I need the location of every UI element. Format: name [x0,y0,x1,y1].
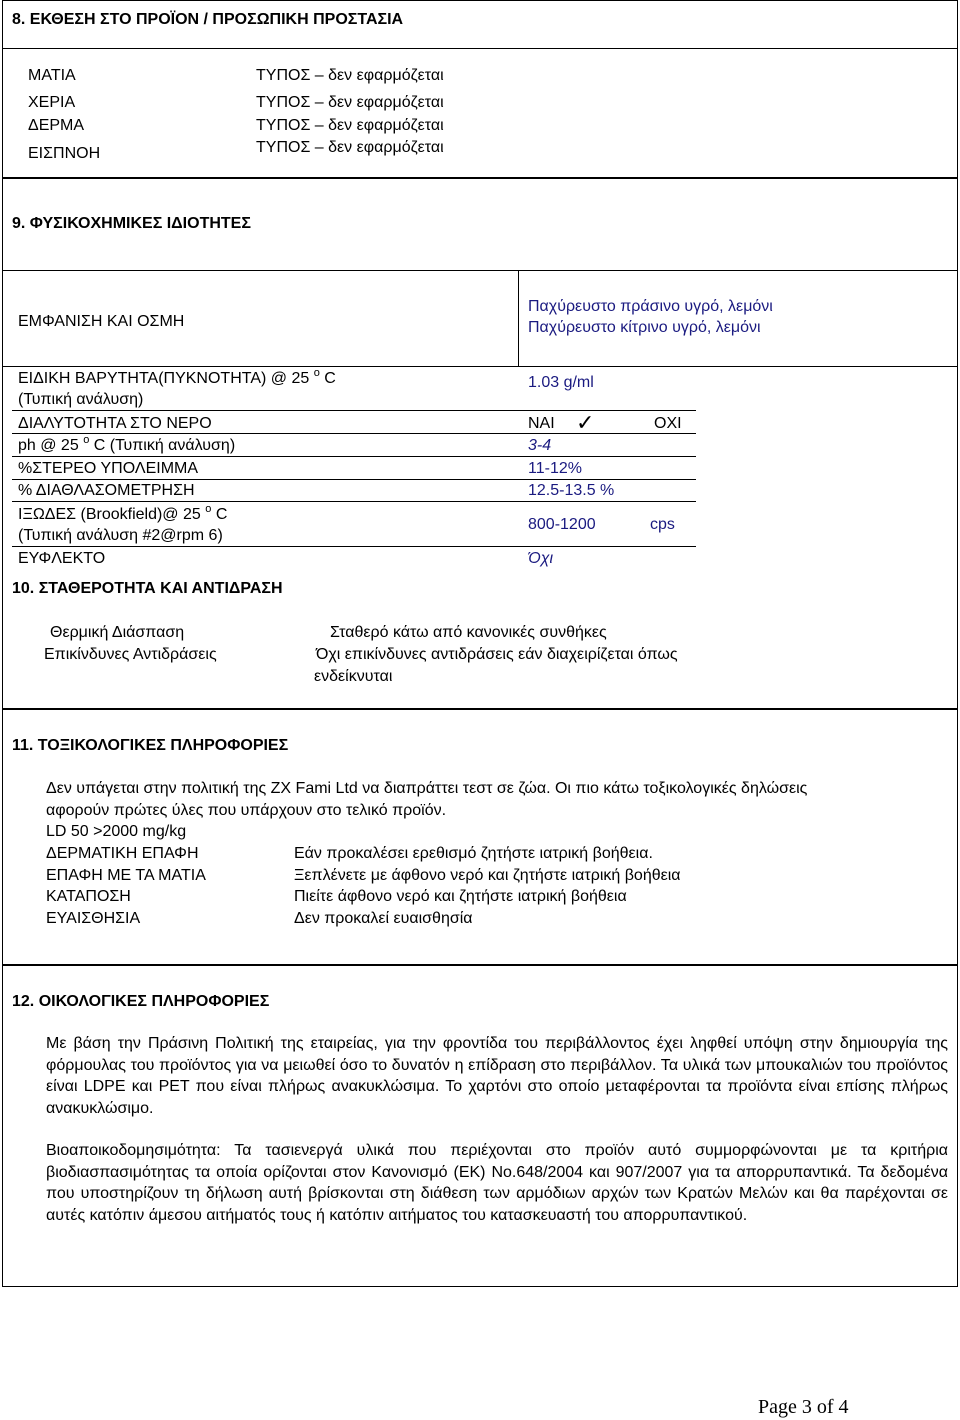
section9-top-divider [2,270,958,271]
viscosity-unit: cps [650,516,675,533]
hazard-value-line2: ενδείκνυται [314,668,393,685]
ph-divider [12,456,696,457]
viscosity-divider [12,546,696,547]
solid-value: 11-12% [528,460,582,477]
section8-label-inhalation: ΕΙΣΠΝΟΗ [28,145,101,162]
page-number: Page 3 of 4 [758,1396,849,1418]
solubility-label: ΔΙΑΛΥΤΟΤΗΤΑ ΣΤΟ ΝΕΡΟ [18,415,212,432]
hazard-label: Επικίνδυνες Αντιδράσεις [44,646,217,663]
flammable-label: ΕΥΦΛΕΚΤΟ [18,550,106,567]
thermal-value: Σταθερό κάτω από κανονικές συνθήκες [330,624,607,641]
section10-title: 10. ΣΤΑΘΕΡΟΤΗΤΑ ΚΑΙ ΑΝΤΙΔΡΑΣΗ [12,580,283,597]
tox-value-ingestion: Πιείτε άφθονο νερό και ζητήστε ιατρική βοήθεια [294,888,627,905]
solid-divider [12,479,696,480]
section8-divider [2,48,958,49]
appearance-value-green: Παχύρευστο πράσινο υγρό, λεμόνι [528,298,773,315]
appearance-label: ΕΜΦΑΝΙΣΗ ΚΑΙ ΟΣΜΗ [18,313,185,330]
refract-label: % ΔΙΑΘΛΑΣΟΜΕΤΡΗΣΗ [18,482,195,499]
solubility-check-icon: ✓ [576,410,595,435]
solubility-yes: ΝΑΙ [528,415,555,432]
ph-value: 3-4 [528,437,552,454]
ph-label: ph @ 25 $^o$ C (Τυπική ανάλυση) [18,434,236,454]
section8-label-eyes: ΜΑΤΙΑ [28,67,76,84]
tox-label-skin: ΔΕΡΜΑΤΙΚΗ ΕΠΑΦΗ [46,845,199,862]
flammable-value: Όχι [528,550,553,567]
section11-title: 11. ΤΟΞΙΚΟΛΟΓΙΚΕΣ ΠΛΗΡΟΦΟΡΙΕΣ [12,737,289,754]
section8-label-hands: ΧΕΡΙΑ [28,94,76,111]
density-value: 1.03 g/ml [528,374,594,391]
solid-label: %ΣΤΕΡΕΟ ΥΠΟΛΕΙΜΜΑ [18,460,199,477]
viscosity-label-analysis: (Τυπική ανάλυση #2@rpm 6) [18,527,223,544]
section12-title: 12. ΟΙΚΟΛΟΓΙΚΕΣ ΠΛΗΡΟΦΟΡΙΕΣ [12,993,270,1010]
tox-intro-line1: Δεν υπάγεται στην πολιτική της ZX Fami Ltd να διαπράττει τεστ σε ζώα. Οι πιο κάτω τοξικολογικές δηλώσεις [46,780,808,797]
section8-value-eyes: ΤΥΠΟΣ – δεν εφαρμόζεται [256,67,444,84]
tox-label-eyes: ΕΠΑΦΗ ΜΕ ΤΑ ΜΑΤΙΑ [46,867,206,884]
section8-label-skin: ΔΕΡΜΑ [28,117,85,134]
tox-label-sensitivity: ΕΥΑΙΣΘΗΣΙΑ [46,910,141,927]
viscosity-label: ΙΞΩΔΕΣ (Brookfield)@ 25 $^o$ C [18,503,228,523]
section9-appearance-divider [2,366,958,367]
density-label: ΕΙΔΙΚΗ ΒΑΡΥΤΗΤΑ(ΠΥΚΝΟΤΗΤΑ) @ 25 $^o$ C [18,367,336,387]
refract-value: 12.5-13.5 % [528,482,615,499]
solubility-divider [12,433,696,434]
section9-title: 9. ΦΥΣΙΚΟΧΗΜΙΚΕΣ ΙΔΙΟΤΗΤΕΣ [12,215,251,232]
density-label-analysis: (Τυπική ανάλυση) [18,391,144,408]
section12-box [2,965,958,1287]
tox-intro-line2: αφορούν πρώτες ύλες που υπάρχουν στο τελικό προϊόν. [46,802,447,819]
tox-value-eyes: Ξεπλένετε με άφθονο νερό και ζητήστε ιατρική βοήθεια [294,867,681,884]
section8-value-skin: ΤΥΠΟΣ – δεν εφαρμόζεται [256,117,444,134]
thermal-label: Θερμική Διάσπαση [50,624,185,641]
refract-divider [12,501,696,502]
tox-value-skin: Εάν προκαλέσει ερεθισμό ζητήστε ιατρική βοήθεια. [294,845,653,862]
eco-paragraph-2: Βιοαποικοδομησιμότητα: Τα τασιενεργά υλικά που περιέχονται στο προϊόν αυτό συμμορφώνονται με τα κριτήρια βιοδιασπασιμότητας τα οποία ορίζονται στον Κανονισμό (ΕΚ) No.648/2004 και 907/2007 για τα απορρυπαντικά. Τα δεδομένα που υποστηρίζουν τη δήλωση αυτή βρίσκονται στη διάθεση των αρμόδιων αρχών των Κρατών Μελών και θα παρέχονται σε αυτές κατόπιν άμεσου αιτήματός τους ή κατόπιν αιτήματος του κατασκευαστή του απορρυπαντικού. [46,1142,948,1224]
ld50-value: LD 50 >2000 mg/kg [46,823,187,840]
tox-label-ingestion: ΚΑΤΑΠΟΣΗ [46,888,131,905]
viscosity-value: 800-1200 [528,516,596,533]
section9-column-divider [518,270,519,366]
section8-value-hands: ΤΥΠΟΣ – δεν εφαρμόζεται [256,94,444,111]
eco-paragraph-1: Με βάση την Πράσινη Πολιτική της εταιρείας, για την φροντίδα του περιβάλλοντος έχει ληφθεί υπόψη στην δημιουργία της φόρμουλας του προϊόντος για να μειωθεί όσο το δυνατόν η επίδραση στο περιβάλλον. Τα υλικά των μπουκαλιών του προϊόντος είναι LDPE και PET που είναι πλήρως ανακυκλώσιμα. Το χαρτόνι στο οποίο μεταφέρονται τα προϊόντα είναι επίσης πλήρως ανακυκλώσιμο. [46,1035,948,1117]
appearance-value-yellow: Παχύρευστο κίτρινο υγρό, λεμόνι [528,319,761,336]
tox-value-sensitivity: Δεν προκαλεί ευαισθησία [294,910,473,927]
section8-title: 8. ΕΚΘΕΣΗ ΣΤΟ ΠΡΟΪΟΝ / ΠΡΟΣΩΠΙΚΗ ΠΡΟΣΤΑΣΙΑ [12,11,404,28]
hazard-value-line1: Όχι επικίνδυνες αντιδράσεις εάν διαχειρίζεται όπως [316,646,678,663]
section8-value-inhalation: ΤΥΠΟΣ – δεν εφαρμόζεται [256,139,444,156]
solubility-no: ΟΧΙ [654,415,682,432]
